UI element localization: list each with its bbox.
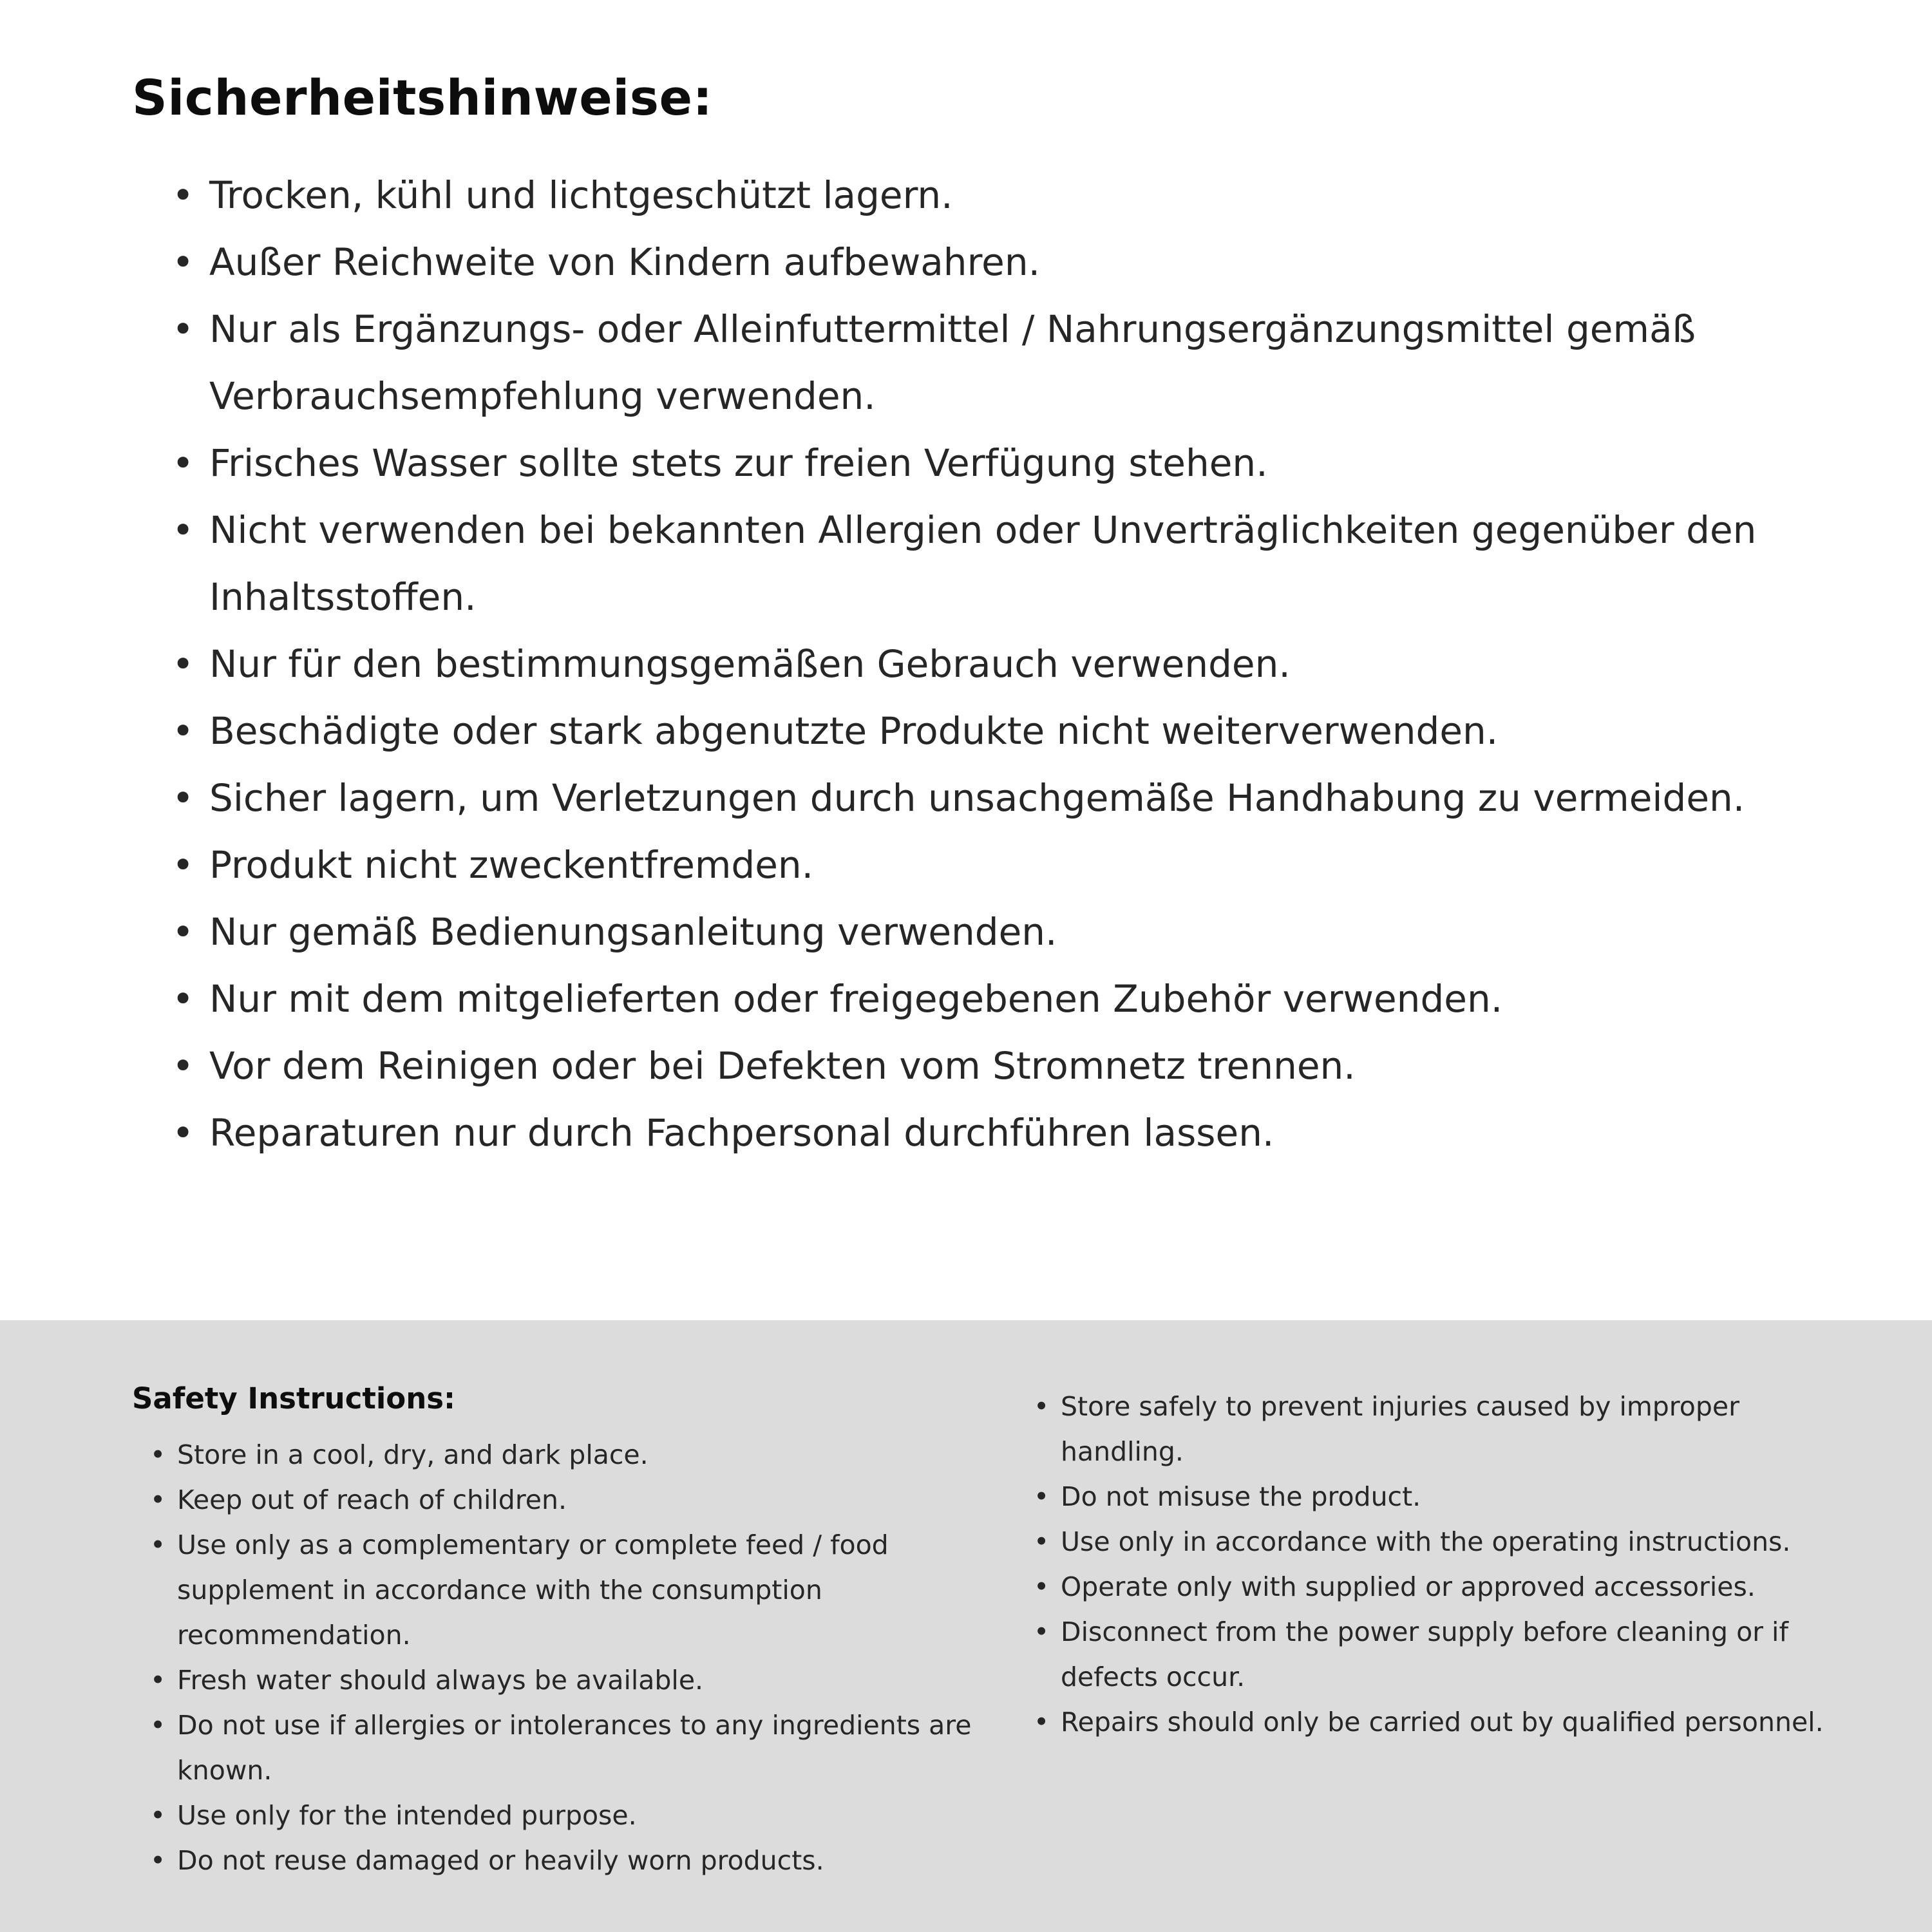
instruction-text: Repairs should only be carried out by qualified personnel.: [1061, 1707, 1824, 1738]
english-instructions-section: [0, 1320, 1932, 1932]
english-left-list: [132, 1432, 995, 1883]
list-item: [172, 430, 1803, 497]
bullet-marker: •: [1034, 1526, 1050, 1557]
list-item: [172, 697, 1803, 764]
instruction-text: Beschädigte oder stark abgenutzte Produkte nicht weiterverwenden.: [209, 709, 1499, 753]
list-item: [172, 965, 1803, 1032]
bullet-marker: •: [150, 1484, 166, 1515]
list-item: [172, 831, 1803, 898]
list-item: [1034, 1474, 1826, 1519]
instruction-text: Store safely to prevent injuries caused by improper handling.: [1061, 1391, 1739, 1467]
instruction-text: Store in a cool, dry, and dark place.: [177, 1439, 649, 1470]
instruction-text: Use only as a complementary or complete feed / food supplement in accordance with the consumption recommendation.: [177, 1530, 889, 1651]
list-item: [150, 1793, 995, 1838]
instruction-text: Operate only with supplied or approved accessories.: [1061, 1571, 1756, 1602]
bullet-marker: •: [1034, 1481, 1050, 1512]
bullet-marker: •: [150, 1800, 166, 1831]
instruction-text: Do not use if allergies or intolerances to any ingredients are known.: [177, 1710, 972, 1786]
instruction-text: Nur als Ergänzungs- oder Alleinfuttermittel / Nahrungsergänzungsmittel gemäß Verbrauchsempfehlung verwenden.: [209, 307, 1696, 418]
bullet-marker: •: [172, 776, 194, 820]
list-item: [1034, 1609, 1826, 1700]
bullet-marker: •: [172, 441, 194, 485]
list-item: [172, 630, 1803, 697]
bullet-marker: •: [172, 1044, 194, 1088]
list-item: [172, 898, 1803, 965]
instruction-text: Trocken, kühl und lichtgeschützt lagern.: [209, 173, 953, 217]
bullet-marker: •: [1034, 1616, 1050, 1647]
bullet-marker: •: [172, 843, 194, 887]
list-item: [1034, 1519, 1826, 1564]
instruction-text: Use only for the intended purpose.: [177, 1800, 637, 1831]
instruction-text: Außer Reichweite von Kindern aufbewahren.: [209, 240, 1041, 284]
instruction-text: Sicher lagern, um Verletzungen durch unsachgemäße Handhabung zu vermeiden.: [209, 776, 1745, 820]
list-item: [150, 1522, 995, 1658]
bullet-marker: •: [1034, 1707, 1050, 1738]
instruction-text: Nur für den bestimmungsgemäßen Gebrauch verwenden.: [209, 642, 1291, 686]
english-right-list: [1034, 1384, 1826, 1745]
bullet-marker: •: [172, 173, 194, 217]
instruction-text: Do not misuse the product.: [1061, 1481, 1421, 1512]
instruction-text: Nur gemäß Bedienungsanleitung verwenden.: [209, 910, 1057, 954]
english-section-title: Safety Instructions:: [132, 1381, 456, 1416]
instruction-text: Disconnect from the power supply before cleaning or if defects occur.: [1061, 1616, 1788, 1692]
list-item: [172, 1099, 1803, 1166]
bullet-marker: •: [1034, 1391, 1050, 1422]
list-item: [172, 497, 1803, 630]
instruction-text: Nicht verwenden bei bekannten Allergien oder Unverträglichkeiten gegenüber den Inhaltsstoffen.: [209, 508, 1757, 619]
bullet-marker: •: [172, 307, 194, 351]
instruction-text: Nur mit dem mitgelieferten oder freigegebenen Zubehör verwenden.: [209, 977, 1503, 1021]
list-item: [172, 162, 1803, 229]
bullet-marker: •: [172, 977, 194, 1021]
english-right-column: [1034, 1381, 1826, 1887]
instruction-text: Use only in accordance with the operating instructions.: [1061, 1526, 1791, 1557]
german-section-title: Sicherheitshinweise:: [132, 69, 713, 126]
bullet-marker: •: [150, 1710, 166, 1741]
german-instructions-list: [132, 162, 1803, 1166]
english-left-column: [132, 1381, 1034, 1887]
bullet-marker: •: [150, 1845, 166, 1876]
list-item: [150, 1703, 995, 1793]
bullet-marker: •: [172, 642, 194, 686]
list-item: [172, 764, 1803, 831]
bullet-marker: •: [1034, 1571, 1050, 1602]
bullet-marker: •: [150, 1665, 166, 1696]
bullet-marker: •: [150, 1530, 166, 1560]
list-item: [172, 229, 1803, 296]
bullet-marker: •: [172, 1111, 194, 1155]
bullet-marker: •: [172, 910, 194, 954]
bullet-marker: •: [172, 240, 194, 284]
bullet-marker: •: [150, 1439, 166, 1470]
list-item: [150, 1432, 995, 1477]
bullet-marker: •: [172, 508, 194, 552]
list-item: [150, 1658, 995, 1703]
bullet-marker: •: [172, 709, 194, 753]
list-item: [150, 1838, 995, 1883]
list-item: [1034, 1384, 1826, 1474]
instruction-text: Keep out of reach of children.: [177, 1484, 567, 1515]
instruction-text: Fresh water should always be available.: [177, 1665, 704, 1696]
instruction-text: Do not reuse damaged or heavily worn products.: [177, 1845, 824, 1876]
list-item: [1034, 1700, 1826, 1745]
instruction-text: Produkt nicht zweckentfremden.: [209, 843, 814, 887]
instruction-text: Frisches Wasser sollte stets zur freien Verfügung stehen.: [209, 441, 1268, 485]
list-item: [172, 296, 1803, 430]
list-item: [172, 1032, 1803, 1099]
list-item: [150, 1477, 995, 1522]
instruction-text: Vor dem Reinigen oder bei Defekten vom Stromnetz trennen.: [209, 1044, 1356, 1088]
list-item: [1034, 1564, 1826, 1609]
instruction-text: Reparaturen nur durch Fachpersonal durchführen lassen.: [209, 1111, 1274, 1155]
